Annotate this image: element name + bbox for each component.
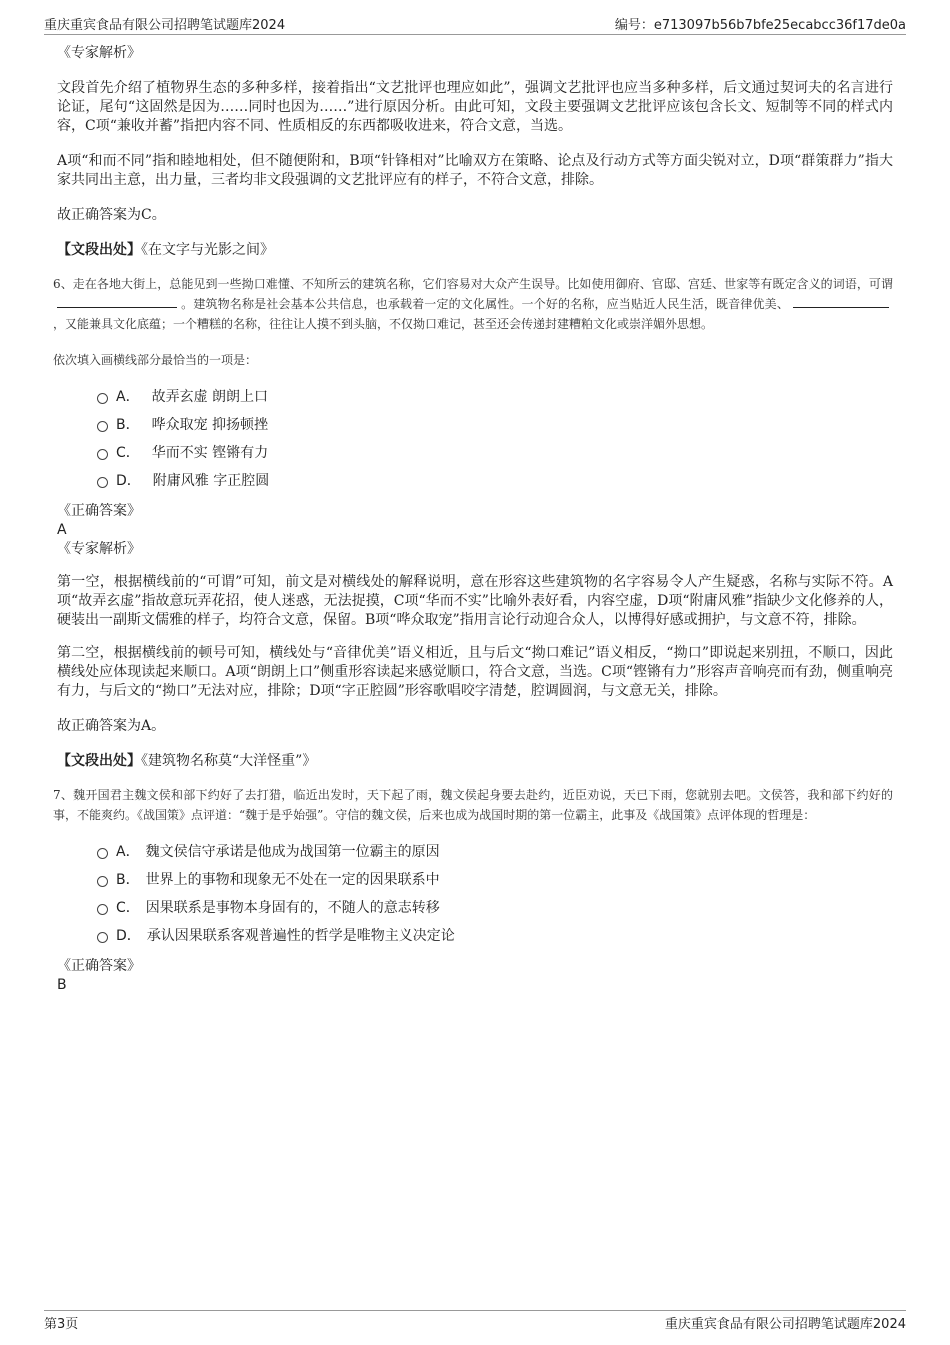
q7-answer-label: 《正确答案》: [57, 958, 141, 974]
radio-icon[interactable]: [97, 393, 108, 404]
q5-conclusion: 故正确答案为C。: [57, 207, 166, 223]
q6-answer: A: [57, 522, 67, 538]
footer-divider: [44, 1310, 906, 1311]
q7-answer: B: [57, 977, 67, 993]
q6-analysis-para1: 第一空，根据横线前的“可谓”可知，前文是对横线处的解释说明，意在形容这些建筑物的名字容易令人产生疑惑，名称与实际不符。A项“故弄玄虚”指故意玩弄花招，使人迷惑，无法捉摸，C项“华而不实”比喻外表好看，内容空虚，D项“附庸风雅”指缺少文化修养的人，硬装出一副斯文儒雅的样子，均符合文意，保留。B项“哗众取宠”指用言论行动迎合众人，以博得好感或拥护，与文意不符，排除。: [57, 574, 893, 628]
q7-option-a[interactable]: A． 魏文侯信守承诺是他成为战国第一位霸主的原因: [97, 837, 893, 865]
q7-options: [97, 837, 893, 949]
radio-icon[interactable]: [97, 904, 108, 915]
q6-source: [57, 752, 893, 771]
q5-analysis-para1: 文段首先介绍了植物界生态的多种多样，接着指出“文艺批评也理应如此”，强调文艺批评也应当多种多样，后文通过契诃夫的名言进行论证，尾句“这固然是因为……同时也因为……”进行原因分析。由此可知，文段主要强调文艺批评应该包含长文、短制等不同的样式内容，C项“兼收并蓄”指把内容不同、性质相反的东西都吸收进来，符合文意，当选。: [57, 80, 893, 134]
q6-source-label: 【文段出处】: [57, 753, 141, 769]
page-footer: [44, 1313, 906, 1333]
q6-stem-part1: 6、走在各地大街上，总能见到一些拗口难懂、不知所云的建筑名称，它们容易对大众产生误导。比如使用御府、官邸、宫廷、世家等有既定含义的词语，可谓: [53, 277, 893, 291]
q5-source: [57, 241, 893, 260]
q6-prompt: 依次填入画横线部分最恰当的一项是：: [53, 353, 258, 367]
q6-analysis-label: 《专家解析》: [57, 541, 141, 557]
q6-analysis-para2: 第二空，根据横线前的顿号可知，横线处与“音律优美”语义相近，且与后文“拗口难记”语义相反，“拗口”即说起来别扭，不顺口，因此横线处应体现读起来顺口。A项“朗朗上口”侧重形容读起来感觉顺口，符合文意，当选。C项“铿锵有力”形容声音响亮而有劲，侧重响亮有力，与后文的“拗口”无法对应，排除；D项“字正腔圆”形容歌唱咬字清楚，腔调圆润，与文意无关，排除。: [57, 645, 893, 699]
page-content: [53, 44, 893, 995]
radio-icon[interactable]: [97, 876, 108, 887]
q6-stem-part2: 。建筑物名称是社会基本公共信息，也承载着一定的文化属性。一个好的名称，应当贴近人民生活，既音律优美、: [181, 297, 789, 311]
radio-icon[interactable]: [97, 449, 108, 460]
q6-option-d[interactable]: D． 附庸风雅 字正腔圆: [97, 466, 893, 494]
radio-icon[interactable]: [97, 932, 108, 943]
q6-option-a[interactable]: A． 故弄玄虚 朗朗上口: [97, 382, 893, 410]
q5-source-title: 《在文字与光影之间》: [141, 242, 274, 258]
q6-conclusion: 故正确答案为A。: [57, 718, 166, 734]
radio-icon[interactable]: [97, 848, 108, 859]
q6-blank-2: [793, 294, 889, 308]
q7-option-d[interactable]: D． 承认因果联系客观普遍性的哲学是唯物主义决定论: [97, 921, 893, 949]
q5-analysis-label: 《专家解析》: [57, 45, 141, 61]
q6-options: [97, 382, 893, 494]
q6-stem-part3: ，又能兼具文化底蕴；一个糟糕的名称，往往让人摸不到头脑，不仅拗口难记，甚至还会传递封建糟粕文化或崇洋媚外思想。: [53, 317, 714, 331]
q5-analysis-para2: A项“和而不同”指和睦地相处，但不随便附和，B项“针锋相对”比喻双方在策略、论点及行动方式等方面尖锐对立，D项“群策群力”指大家共同出主意，出力量，三者均非文段强调的文艺批评应有的样子，不符合文意，排除。: [57, 153, 893, 188]
page-header: [44, 14, 906, 34]
q6-stem: [53, 274, 893, 334]
page-number: 第3页: [44, 1317, 79, 1332]
radio-icon[interactable]: [97, 421, 108, 432]
footer-title: 重庆重宾食品有限公司招聘笔试题库2024: [664, 1317, 906, 1332]
radio-icon[interactable]: [97, 477, 108, 488]
q7-option-c[interactable]: C． 因果联系是事物本身固有的，不随人的意志转移: [97, 893, 893, 921]
q7-stem: 7、魏开国君主魏文侯和部下约好了去打猎，临近出发时，天下起了雨，魏文侯起身要去赴约，近臣劝说，天已下雨，您就别去吧。文侯答，我和部下约好的事，不能爽约。《战国策》点评道：“魏于是乎始强”。守信的魏文侯，后来也成为战国时期的第一位霸主，此事及《战国策》点评体现的哲理是：: [53, 788, 893, 822]
q6-source-title: 《建筑物名称莫“大洋怪重”》: [141, 753, 317, 769]
q5-source-label: 【文段出处】: [57, 242, 141, 258]
header-title: 重庆重宾食品有限公司招聘笔试题库2024: [44, 18, 286, 33]
header-divider: [44, 34, 906, 35]
header-document-id: 编号：e713097b56b7bfe25ecabcc36f17de0a: [614, 18, 906, 33]
q6-option-c[interactable]: C． 华而不实 铿锵有力: [97, 438, 893, 466]
q7-option-b[interactable]: B． 世界上的事物和现象无不处在一定的因果联系中: [97, 865, 893, 893]
q6-option-b[interactable]: B． 哗众取宠 抑扬顿挫: [97, 410, 893, 438]
q6-answer-label: 《正确答案》: [57, 503, 141, 519]
q6-blank-1: [57, 294, 177, 308]
